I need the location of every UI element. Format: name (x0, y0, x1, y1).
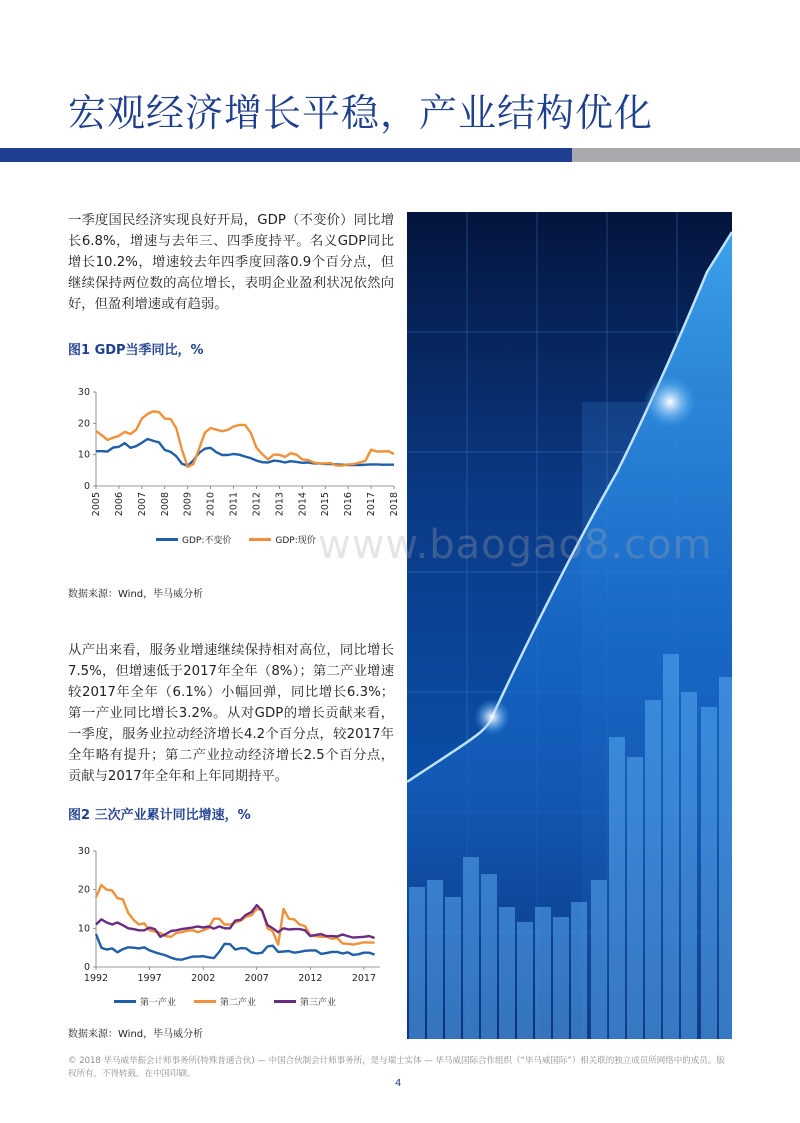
legend-swatch-gdp-nominal (249, 538, 271, 541)
x-tick-label: 2008 (159, 492, 171, 517)
header-band-blue (0, 148, 572, 162)
x-tick-label: 2005 (91, 492, 102, 517)
paragraph-industry: 从产出来看，服务业增速继续保持相对高位，同比增长7.5%，但增速低于2017年全年（8%）；第二产业增速较2017年全年（6.1%）小幅回弹，同比增长6.3%；第一产业同比增长3.2%。从对GDP的增长贡献来看，一季度，服务业拉动经济增长4.2个百分点，较2017年全年略有提升；第二产业拉动经济增长2.5个百分点，贡献与2017年全年和上年同期持平。 (68, 643, 394, 784)
figure1-legend (156, 533, 316, 546)
y-tick-label: 20 (77, 884, 90, 896)
y-tick-label: 10 (77, 923, 90, 935)
figure2-source: 数据来源：Wind，毕马威分析 (68, 1029, 204, 1040)
figure1-source: 数据来源：Wind，毕马威分析 (68, 589, 204, 600)
legend-label-primary: 第一产业 (140, 998, 177, 1008)
x-tick-label: 2017 (351, 973, 377, 984)
hero-growth-image (407, 212, 732, 1039)
header-band-gray (572, 148, 800, 162)
paragraph-gdp: 一季度国民经济实现良好开局，GDP（不变价）同比增长6.8%，增速与去年三、四季度持平。名义GDP同比增长10.2%，增速较去年四季度回落0.9个百分点，但继续保持两位数的高位增长，表明企业盈利状况依然向好，但盈利增速或有趋弱。 (68, 213, 394, 312)
x-tick-label: 2011 (228, 492, 240, 517)
x-tick-label: 2007 (136, 492, 148, 517)
x-tick-label: 2006 (113, 492, 125, 517)
legend-swatch-gdp-real (156, 538, 178, 541)
x-tick-label: 1997 (137, 973, 162, 984)
y-tick-label: 0 (83, 962, 90, 973)
x-tick-label: 2014 (297, 492, 309, 517)
x-tick-label: 2015 (320, 492, 332, 517)
legend-label-secondary: 第二产业 (220, 998, 257, 1008)
legend-swatch-tertiary (274, 1000, 296, 1003)
legend-item-gdp-nominal (249, 533, 315, 546)
figure2-title: 图2 三次产业累计同比增速，% (68, 808, 251, 823)
hero-glow-upper (644, 376, 696, 428)
legend-label-gdp-real: GDP:不变价 (182, 536, 232, 546)
page-number: 4 (395, 1078, 402, 1089)
x-tick-label: 2017 (366, 492, 378, 517)
legend-item-primary (114, 995, 176, 1008)
x-tick-label: 2007 (244, 973, 269, 984)
x-tick-label: 2018 (389, 492, 400, 517)
x-tick-label: 2013 (274, 492, 286, 517)
series-line-3 (96, 905, 375, 938)
gdp-line-chart (68, 382, 408, 532)
legend-item-tertiary (274, 995, 336, 1008)
legend-swatch-primary (114, 1000, 136, 1003)
x-tick-label: 2010 (205, 492, 217, 517)
watermark: www.baogao8.com (318, 522, 713, 568)
figure1-title: 图1 GDP当季同比，% (68, 343, 204, 358)
y-tick-label: 30 (77, 387, 90, 398)
legend-label-gdp-nominal: GDP:现价 (275, 536, 316, 546)
legend-label-tertiary: 第三产业 (300, 998, 337, 1008)
x-tick-label: 2002 (191, 973, 216, 984)
hero-glow-lower (474, 699, 510, 735)
x-tick-label: 1992 (83, 973, 109, 984)
y-tick-label: 10 (77, 449, 90, 461)
x-tick-label: 2012 (298, 973, 323, 984)
y-tick-label: 0 (83, 481, 90, 492)
legend-item-secondary (194, 995, 256, 1008)
page-title: 宏观经济增长平稳，产业结构优化 (68, 91, 654, 135)
figure2-legend (114, 995, 336, 1008)
x-tick-label: 2009 (182, 492, 194, 517)
footer-copyright: © 2018 毕马威华振会计师事务所(特殊普通合伙) — 中国合伙制会计师事务所，是与瑞士实体 — 毕马威国际合作组织（“毕马威国际”）相关联的独立成员所网络中的成员。版权所有，不得转载。在中国印刷。 (68, 1056, 725, 1079)
x-tick-label: 2012 (251, 492, 263, 517)
series-line-2 (96, 411, 394, 467)
series-line-1 (96, 439, 394, 466)
y-tick-label: 30 (77, 846, 90, 857)
legend-swatch-secondary (194, 1000, 216, 1003)
legend-item-gdp-real (156, 533, 231, 546)
industry-growth-line-chart (68, 842, 408, 992)
y-tick-label: 20 (77, 418, 90, 430)
x-tick-label: 2016 (343, 492, 355, 517)
